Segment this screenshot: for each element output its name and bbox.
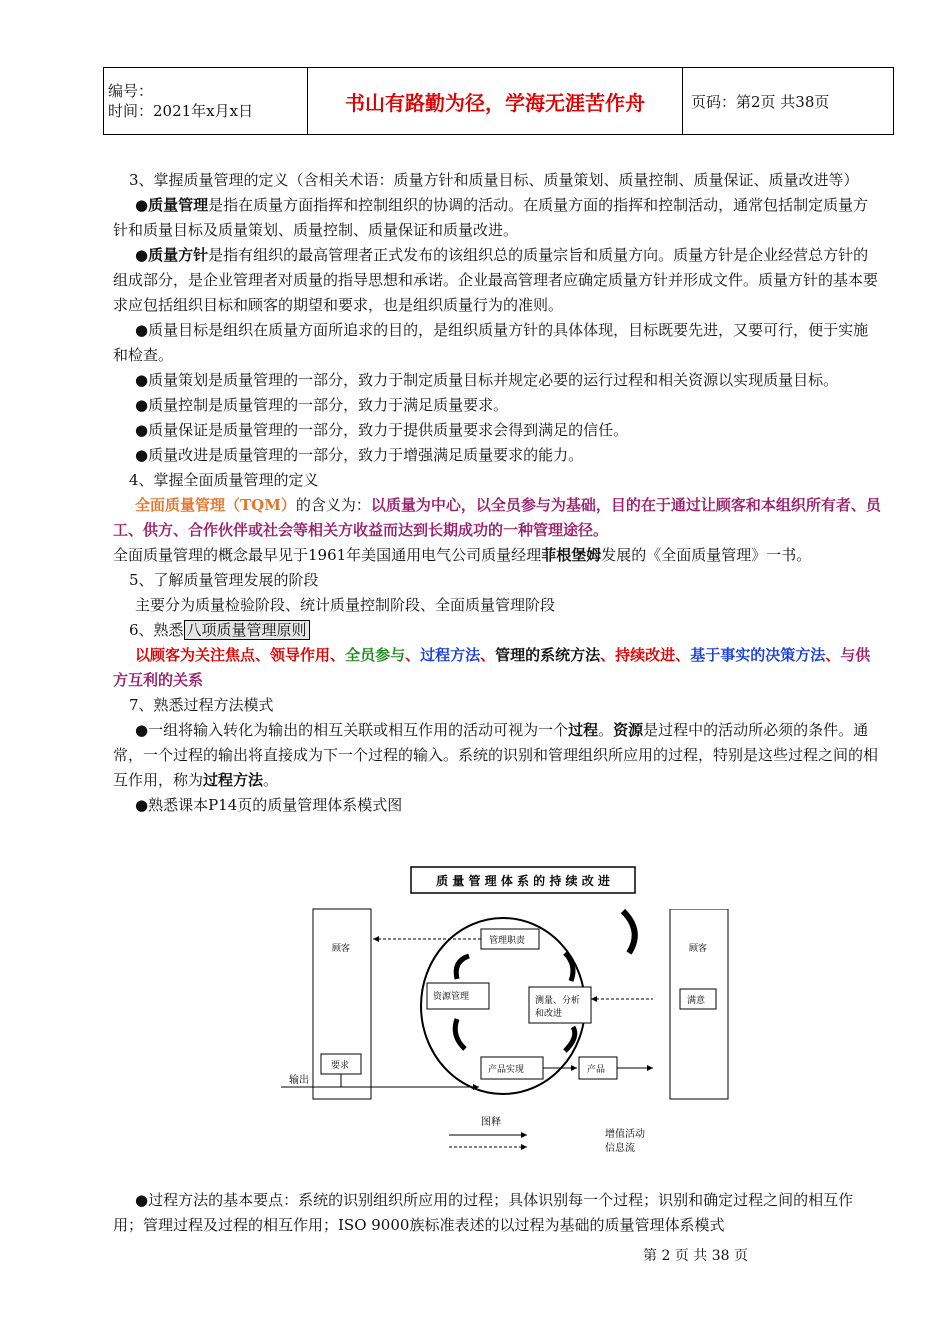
section-7-title: 7、熟悉过程方法模式 (129, 696, 274, 714)
left-customer-label: 顾客 (332, 944, 351, 954)
section-6-title: 6、熟悉 八项质量管理原则 (113, 618, 883, 643)
section-3-title: 3、掌握质量管理的定义（含相关术语：质量方针和质量目标、质量策划、质量控制、质量保证、质量改进等） (129, 171, 859, 189)
right-customer-label: 顾客 (689, 944, 708, 954)
qms-process-cycle (281, 861, 661, 1161)
page-footer: 第 2 页 共 38 页 (643, 1248, 748, 1264)
requirement-label: 要求 (331, 1061, 350, 1071)
doc-time-label: 时间：2021年x月x日 (108, 102, 254, 120)
principle-3: 全员参与 (345, 646, 406, 664)
principle-1: 以顾客为关注焦点 (135, 646, 256, 664)
header-page-label: 页码：第2页 共38页 (683, 68, 894, 135)
term-process-approach: 过程方法 (203, 771, 264, 789)
principle-2: 领导作用 (270, 646, 331, 664)
principle-4: 过程方法 (420, 646, 481, 664)
term-quality-management: 质量管理 (148, 196, 209, 214)
document-header (103, 67, 894, 135)
legend-value-label: 增值活动 (605, 1129, 645, 1140)
cycle-arrow-3 (565, 1027, 575, 1051)
product-label: 产品 (587, 1065, 606, 1075)
para-figure-ref: ●熟悉课本P14页的质量管理体系模式图 (135, 796, 403, 814)
resource-label: 资源管理 (433, 992, 470, 1002)
term-tqm: 全面质量管理（TQM） (135, 496, 296, 514)
term-quality-policy: 质量方针 (148, 246, 209, 264)
para-quality-policy: ●质量方针是指有组织的最高管理者正式发布的该组织总的质量宗旨和质量方向。质量方针是企业经营总方针的组成部分，是企业管理者对质量的指导思想和承诺。企业最高管理者应确定质量方针并形成文件。质量方针的基本要求应包括组织目标和顾客的期望和要求，也是组织质量行为的准则。 (113, 246, 879, 314)
cycle-arrow-1 (456, 956, 469, 979)
section-5-title: 5、了解质量管理发展的阶段 (129, 571, 319, 589)
para-process-approach: ●一组将输入转化为输出的相互关联或相互作用的活动可视为一个过程。资源是过程中的活动所必须的条件。通常，一个过程的输出将直接成为下一个过程的输入。系统的识别和管理组织所应用的过程，特别是这些过程之间的相互作用，称为过程方法。 (113, 721, 879, 789)
improvement-arrow (623, 911, 635, 953)
term-feigenbaum: 菲根堡姆 (541, 546, 602, 564)
process-basics: ●过程方法的基本要点：系统的识别组织所应用的过程；具体识别每一个过程；识别和确定过程之间的相互作用；管理过程及过程的相互作用；ISO 9000族标准表述的以过程为基础的质量管理体系模式 (113, 1191, 854, 1234)
principle-7: 基于事实的决策方法 (690, 646, 826, 664)
para-quality-objective: ●质量目标是组织在质量方面所追求的目的，是组织质量方针的具体体现，目标既要先进，又要可行，便于实施和检查。 (113, 321, 869, 364)
mgmt-label: 管理职责 (489, 936, 526, 946)
para-quality-improvement: ●质量改进是质量管理的一部分，致力于增强满足质量要求的能力。 (135, 446, 584, 464)
tqm-definition-text: 以质量为中心，以全员参与为基础，目的在于通过让顾客和本组织所有者、员工、供方、合作伙伴或社会等相关方收益而达到长期成功的一种管理途径。 (113, 496, 881, 539)
document-body (113, 168, 883, 818)
principle-8: 与供方互利的关系 (113, 646, 871, 689)
right-customer-group (655, 909, 735, 1119)
measure-label-2: 和改进 (535, 1009, 563, 1019)
legend-label: 图释 (481, 1117, 501, 1128)
cycle-arrow-2 (455, 1019, 465, 1049)
principle-6: 持续改进 (615, 646, 676, 664)
eight-principles-box: 八项质量管理原则 (184, 620, 310, 640)
principle-5: 管理的系统方法 (495, 646, 601, 664)
para-quality-management: ●质量管理是指在质量方面指挥和控制组织的协调的活动。在质量方面的指挥和控制活动，通常包括制定质量方针和质量目标及质量策划、质量控制、质量保证和质量改进。 (113, 196, 869, 239)
diagram-title: 质 量 管 理 体 系 的 持 续 改 进 (436, 874, 610, 888)
process-basics-text: 过程方法的基本要点：系统的识别组织所应用的过程；具体识别每一个过程；识别和确定过程之间的相互作用；管理过程及过程的相互作用；ISO 9000族标准表述的以过程为基础的质量管理体系模式 (113, 1191, 854, 1234)
legend-info-label: 信息流 (605, 1143, 635, 1154)
para-eight-principles: 以顾客为关注焦点、领导作用、全员参与、过程方法、管理的系统方法、持续改进、基于事实的决策方法、与供方互利的关系 (113, 646, 871, 689)
doc-number-label: 编号： (108, 82, 154, 100)
satisfy-label: 满意 (687, 996, 706, 1006)
header-meta (104, 68, 308, 135)
para-quality-control: ●质量控制是质量管理的一部分，致力于满足质量要求。 (135, 396, 509, 414)
para-tqm-history: 全面质量管理的概念最早见于1961年美国通用电气公司质量经理菲根堡姆发展的《全面质量管理》一书。 (113, 546, 812, 564)
para-quality-planning: ●质量策划是质量管理的一部分，致力于制定质量目标并规定必要的运行过程和相关资源以实现质量目标。 (135, 371, 839, 389)
para-stages: 主要分为质量检验阶段、统计质量控制阶段、全面质量管理阶段 (135, 596, 556, 614)
realize-label: 产品实现 (488, 1065, 525, 1075)
para-quality-assurance: ●质量保证是质量管理的一部分，致力于提供质量要求会得到满足的信任。 (135, 421, 629, 439)
term-process: 过程 (568, 721, 599, 739)
section-4-title: 4、掌握全面质量管理的定义 (129, 471, 319, 489)
output-label: 输出 (289, 1075, 309, 1086)
para-tqm-definition: 全面质量管理（TQM）的含义为：以质量为中心，以全员参与为基础，目的在于通过让顾客和本组织所有者、员工、供方、合作伙伴或社会等相关方收益而达到长期成功的一种管理途径。 (113, 496, 881, 539)
term-resource: 资源 (613, 721, 644, 739)
header-motto: 书山有路勤为径，学海无涯苦作舟 (308, 68, 683, 135)
measure-label-1: 测量、分析 (535, 996, 581, 1006)
